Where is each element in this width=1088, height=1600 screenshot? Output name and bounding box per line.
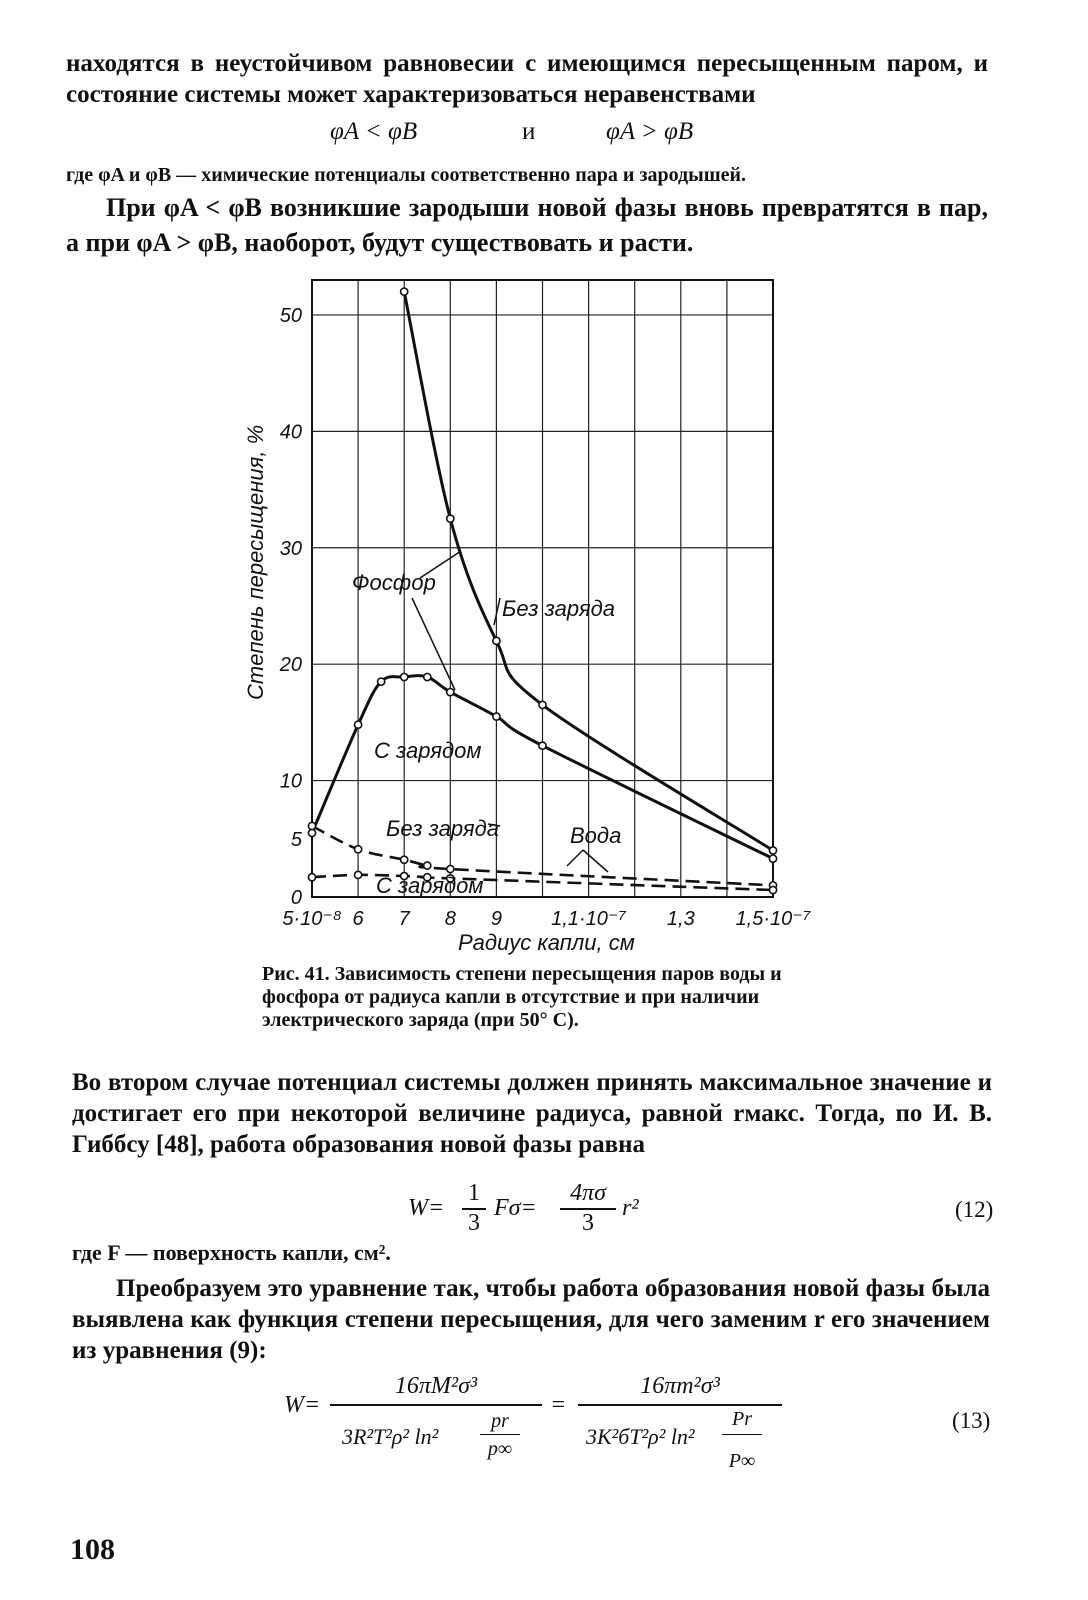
eq13-frac2-inner-bar: [722, 1434, 762, 1435]
eq13-number: (13): [952, 1408, 991, 1433]
eq12-frac2-den: 3: [582, 1210, 594, 1236]
eq12-frac1-num: 1: [468, 1180, 480, 1206]
x-tick-label: 9: [490, 908, 502, 930]
data-point: [401, 673, 408, 680]
data-point: [424, 673, 431, 680]
annotation-phosphor: Фосфор: [352, 570, 436, 595]
eq13-frac1-bar: [330, 1404, 542, 1406]
data-point: [447, 689, 454, 696]
top-paragraph: находятся в неустойчивом равновесии с имеющимся пересыщенным паром, и состояние системы может характеризоваться неравенствами: [66, 50, 988, 108]
data-point: [355, 721, 362, 728]
x-tick-label: 1,5·10⁻⁷: [735, 908, 811, 930]
eq12-tail: r²: [622, 1195, 639, 1221]
eq12-lhs: W=: [408, 1195, 445, 1221]
data-point: [493, 637, 500, 644]
y-tick-label: 5: [290, 828, 302, 851]
data-point: [769, 855, 776, 862]
annotation-water-charged: С зарядом: [376, 873, 484, 898]
paragraph-2: При φA < φB возникшие зародыши новой фазы вновь превратятся в пар, а при φA > φB, наоборот, будут существовать и расти.: [66, 193, 988, 257]
data-point: [493, 713, 500, 720]
x-tick-label: 1,3: [666, 908, 695, 930]
x-tick-label: 8: [444, 908, 456, 930]
data-point: [355, 846, 362, 853]
eq13-frac1-num: 16πM²σ³: [394, 1373, 478, 1399]
data-point: [308, 874, 315, 881]
inequality-right: φA > φB: [606, 118, 694, 145]
eq13-frac2-den: 3K²бT²ρ² ln²: [586, 1424, 695, 1449]
paragraph-4: Преобразуем это уравнение так, чтобы работа образования новой фазы была выявлена как функция степени пересыщения, для чего заменим r его значением из уравнения (9):: [72, 1275, 990, 1364]
data-point: [539, 701, 546, 708]
y-tick-label: 20: [279, 654, 302, 677]
y-tick-label: 40: [279, 421, 302, 444]
data-point: [308, 822, 315, 829]
eq13-frac1-den: 3R²T²ρ² ln²: [342, 1424, 439, 1449]
page-number: 108: [70, 1533, 115, 1566]
eq12-mid: Fσ=: [494, 1195, 537, 1221]
data-point: [769, 847, 776, 854]
data-point: [378, 678, 385, 685]
data-point: [447, 865, 454, 872]
x-tick-label: 1,1·10⁻⁷: [551, 908, 627, 930]
y-tick-label: 30: [279, 537, 302, 560]
data-point: [401, 288, 408, 295]
annotation-phosphor-charged: С зарядом: [374, 738, 482, 763]
eq13-frac1-inner-bar: [480, 1434, 520, 1435]
data-point: [401, 856, 408, 863]
eq13-equals: =: [550, 1392, 567, 1418]
y-tick-label: 50: [279, 304, 302, 327]
data-point: [447, 515, 454, 522]
x-tick-label: 7: [398, 908, 410, 930]
data-point: [424, 862, 431, 869]
y-tick-label: 0: [290, 887, 302, 909]
data-point: [355, 871, 362, 878]
annotation-water: Вода: [570, 823, 622, 848]
eq13-frac1-inner-den: p∞: [487, 1438, 513, 1460]
eq13-frac2-inner-num: Pr: [732, 1408, 752, 1430]
figure-caption: Рис. 41. Зависимость степени пересыщения паров воды и фосфора от радиуса капли в отсутствие и при наличии электрического заряда (при 50° С).: [262, 963, 782, 1031]
y-axis-label: Степень пересыщения, %: [243, 424, 268, 700]
data-point: [539, 742, 546, 749]
eq12-frac2-num: 4πσ: [570, 1180, 606, 1206]
where-line: где φA и φB — химические потенциалы соответственно пара и зародышей.: [66, 164, 747, 186]
data-point: [308, 829, 315, 836]
inequality-left: φA < φB: [330, 118, 418, 145]
x-tick-label: 5·10⁻⁸: [282, 908, 342, 930]
annotation-phosphor-uncharged: Без заряда: [502, 596, 615, 621]
eq12-number: (12): [955, 1197, 994, 1222]
eq13-frac1-inner-num: pr: [491, 1410, 509, 1432]
paragraph-3: Во втором случае потенциал системы должен принять максимальное значение и достигает его при некоторой величине радиуса, равной rмакс. Тогда, по И. В. Гиббсу [48], работа образования новой фазы равна: [72, 1069, 992, 1158]
y-tick-label: 10: [279, 770, 302, 793]
eq12-frac1-den: 3: [468, 1210, 480, 1236]
x-tick-label: 6: [352, 908, 364, 930]
inequality-conjunction: и: [522, 118, 536, 145]
eq13-frac2-inner-den: P∞: [728, 1450, 756, 1472]
annotation-water-uncharged: Без заряда: [386, 816, 499, 841]
eq13-frac2-num: 16πm²σ³: [640, 1373, 720, 1399]
data-point: [769, 886, 776, 893]
x-axis-label: Радиус капли, см: [458, 930, 635, 955]
eq13-frac2-bar: [578, 1404, 782, 1406]
eq13-lhs: W=: [284, 1392, 321, 1418]
where-F-line: где F — поверхность капли, см².: [72, 1240, 391, 1265]
